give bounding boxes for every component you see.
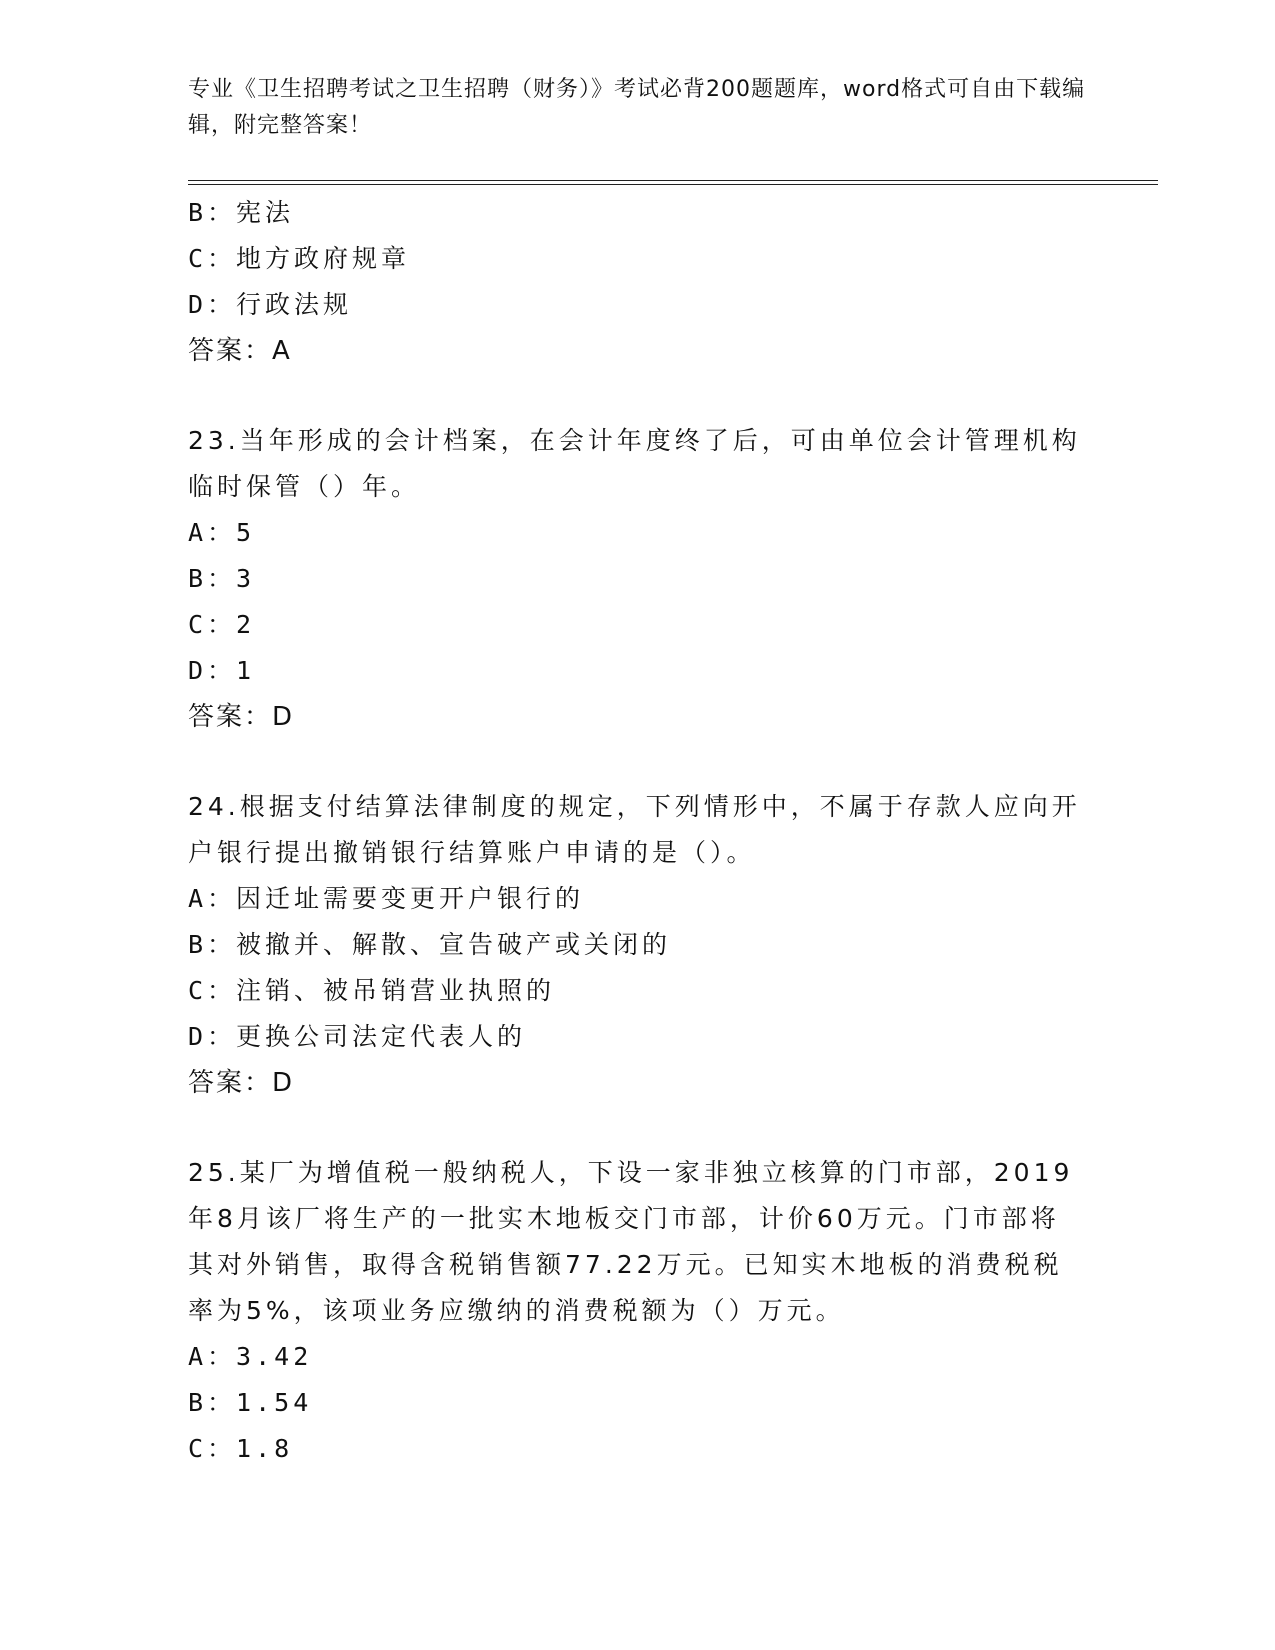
question-text: 24.根据支付结算法律制度的规定，下列情形中，不属于存款人应向开户银行提出撤销银行结算账户申请的是（）。 (188, 792, 1081, 867)
option-b: B：宪法 (188, 198, 295, 227)
question-24 (188, 784, 1088, 1106)
option-d: D：更换公司法定代表人的 (188, 1022, 527, 1051)
answer-line: 答案：D (188, 1068, 295, 1098)
answer-line: 答案：D (188, 702, 295, 732)
option-c: C：注销、被吊销营业执照的 (188, 976, 556, 1005)
option-b: B：3 (188, 564, 256, 593)
option-d: D：行政法规 (188, 290, 353, 319)
question-23 (188, 418, 1088, 740)
question-25 (188, 1150, 1088, 1472)
option-c: C：2 (188, 610, 256, 639)
spacer (188, 740, 1088, 784)
question-22-tail (188, 190, 1088, 374)
option-a: A：3.42 (188, 1342, 313, 1371)
option-b: B：1.54 (188, 1388, 313, 1417)
answer-line: 答案：A (188, 336, 292, 366)
spacer (188, 374, 1088, 418)
header-divider-bottom (188, 184, 1158, 185)
option-c: C：1.8 (188, 1434, 294, 1463)
header-divider-top (188, 180, 1158, 181)
question-list (188, 190, 1088, 1472)
spacer (188, 1106, 1088, 1150)
document-header: 专业《卫生招聘考试之卫生招聘（财务）》考试必背200题题库，word格式可自由下载编辑，附完整答案！ (188, 77, 1086, 138)
question-text: 23.当年形成的会计档案，在会计年度终了后，可由单位会计管理机构临时保管（）年。 (188, 426, 1081, 501)
option-d: D：1 (188, 656, 256, 685)
option-a: A：因迁址需要变更开户银行的 (188, 884, 585, 913)
question-text: 25.某厂为增值税一般纳税人，下设一家非独立核算的门市部，2019年8月该厂将生产的一批实木地板交门市部，计价60万元。门市部将其对外销售，取得含税销售额77.22万元。已知实木地板的消费税税率为5%，该项业务应缴纳的消费税额为（）万元。 (188, 1158, 1074, 1325)
option-a: A：5 (188, 518, 256, 547)
option-c: C：地方政府规章 (188, 244, 411, 273)
option-b: B：被撤并、解散、宣告破产或关闭的 (188, 930, 672, 959)
